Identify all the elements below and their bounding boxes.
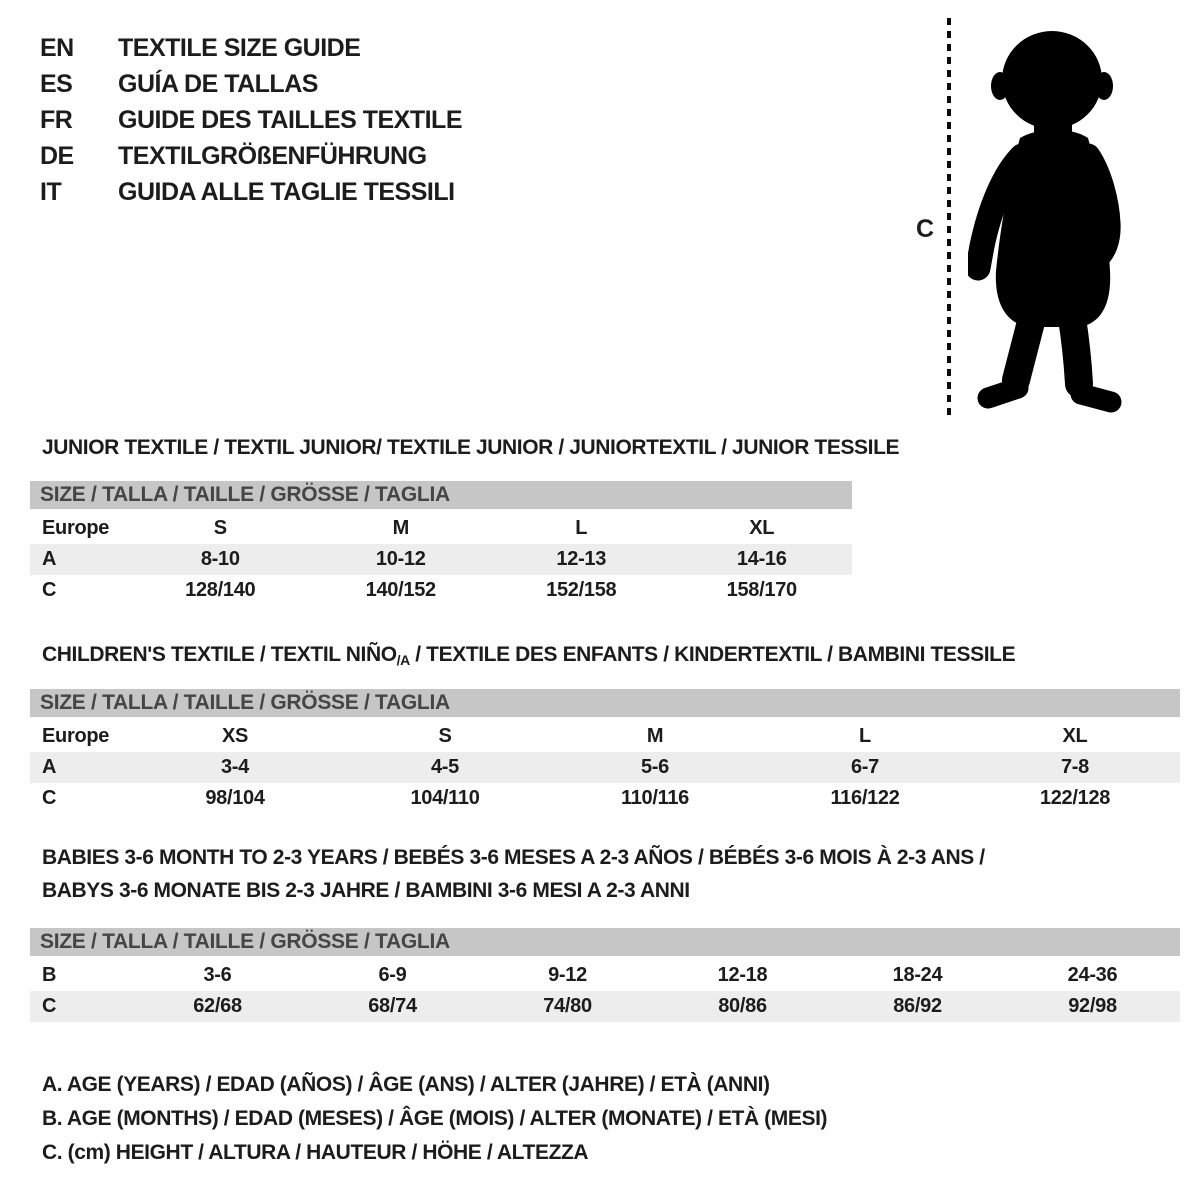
measure-c-label: C [916, 215, 934, 243]
table-cell: 158/170 [726, 579, 797, 601]
table-cell: 80/86 [718, 995, 767, 1017]
table-cell: S [213, 517, 227, 539]
table-cell: 24-36 [1067, 964, 1118, 986]
table-cell: M [646, 725, 664, 747]
junior-size-table [30, 481, 852, 606]
table-cell: L [859, 725, 871, 747]
children-title-pre: CHILDREN'S TEXTILE / TEXTIL NIÑO [42, 643, 397, 666]
children-section-title [42, 643, 1015, 668]
legend [42, 1068, 827, 1170]
table-cell: 14-16 [736, 548, 787, 570]
row-label: Europe [42, 725, 110, 747]
table-cell: 86/92 [893, 995, 942, 1017]
table-cell: 9-12 [548, 964, 587, 986]
table-cell: XL [749, 517, 775, 539]
row-label: C [42, 787, 57, 809]
table-cell: 3-4 [220, 756, 249, 778]
size-header-bar: SIZE / TALLA / TAILLE / GRÖSSE / TAGLIA [30, 689, 1180, 717]
legend-line-a: A. AGE (YEARS) / EDAD (AÑOS) / ÂGE (ANS) / ALTER (JAHRE) / ETÀ (ANNI) [42, 1073, 770, 1096]
table-row [30, 960, 1180, 991]
language-title: GUIDA ALLE TAGLIE TESSILI [118, 177, 455, 206]
babies-section-title-line1: BABIES 3-6 MONTH TO 2-3 YEARS / BEBÉS 3-6 MESES A 2-3 AÑOS / BÉBÉS 3-6 MOIS À 2-3 ANS / [42, 846, 985, 869]
size-header-bar: SIZE / TALLA / TAILLE / GRÖSSE / TAGLIA [30, 481, 852, 509]
children-size-table [30, 689, 1180, 814]
table-cell: 116/122 [830, 787, 900, 809]
table-row [30, 513, 852, 544]
row-label: A [42, 548, 57, 570]
table-cell: 6-9 [378, 964, 407, 986]
table-row [30, 991, 1180, 1022]
table-cell: 122/128 [1039, 787, 1111, 809]
language-title: GUIDE DES TAILLES TEXTILE [118, 105, 463, 134]
toddler-silhouette-icon [968, 16, 1138, 418]
babies-section-title-line2: BABYS 3-6 MONATE BIS 2-3 JAHRE / BAMBINI 3-6 MESI A 2-3 ANNI [42, 879, 690, 902]
height-measure-figure [0, 0, 1200, 430]
language-code: DE [40, 141, 74, 170]
table-cell: 8-10 [200, 548, 240, 570]
junior-table-rows [30, 513, 852, 606]
children-table-rows [30, 721, 1180, 814]
language-code: ES [40, 69, 73, 98]
babies-table-rows [30, 960, 1180, 1022]
row-label: C [42, 579, 57, 601]
table-row [30, 544, 852, 575]
table-cell: 5-6 [640, 756, 669, 778]
table-row [30, 575, 852, 606]
language-code: IT [40, 177, 62, 206]
table-cell: 7-8 [1060, 756, 1089, 778]
table-cell: 18-24 [892, 964, 943, 986]
children-title-sub: /A [396, 652, 410, 668]
row-label: B [42, 964, 57, 986]
table-cell: M [392, 517, 409, 539]
table-cell: 3-6 [203, 964, 232, 986]
table-row [30, 783, 1180, 814]
table-cell: S [438, 725, 452, 747]
row-label: Europe [42, 517, 110, 539]
language-title: TEXTILE SIZE GUIDE [118, 33, 361, 62]
table-cell: 140/152 [365, 579, 436, 601]
table-cell: 4-5 [430, 756, 459, 778]
table-cell: XS [221, 725, 249, 747]
table-cell: 92/98 [1068, 995, 1117, 1017]
table-cell: 10-12 [375, 548, 426, 570]
legend-line-c: C. (cm) HEIGHT / ALTURA / HAUTEUR / HÖHE / ALTEZZA [42, 1141, 589, 1164]
table-cell: 74/80 [543, 995, 592, 1017]
table-cell: 68/74 [368, 995, 417, 1017]
table-cell: 12-18 [717, 964, 768, 986]
table-cell: 62/68 [193, 995, 242, 1017]
table-cell: XL [1062, 725, 1088, 747]
babies-size-table [30, 928, 1180, 1022]
row-label: C [42, 995, 57, 1017]
table-cell: 6-7 [850, 756, 879, 778]
table-cell: 98/104 [205, 787, 265, 809]
table-cell: 152/158 [546, 579, 617, 601]
table-cell: 12-13 [556, 548, 607, 570]
row-label: A [42, 756, 57, 778]
legend-line-b: B. AGE (MONTHS) / EDAD (MESES) / ÂGE (MOIS) / ALTER (MONATE) / ETÀ (MESI) [42, 1107, 828, 1130]
table-row [30, 752, 1180, 783]
table-cell: 110/116 [621, 787, 689, 809]
junior-section-title: JUNIOR TEXTILE / TEXTIL JUNIOR/ TEXTILE JUNIOR / JUNIORTEXTIL / JUNIOR TESSILE [42, 436, 900, 459]
table-row [30, 721, 1180, 752]
size-header-bar: SIZE / TALLA / TAILLE / GRÖSSE / TAGLIA [30, 928, 1180, 956]
children-title-post: / TEXTILE DES ENFANTS / KINDERTEXTIL / BAMBINI TESSILE [409, 643, 1016, 666]
language-code: EN [40, 33, 74, 62]
language-title: GUÍA DE TALLAS [118, 69, 318, 98]
table-cell: 104/110 [410, 787, 480, 809]
language-code: FR [40, 105, 73, 134]
table-cell: L [575, 517, 588, 539]
height-dashed-line [947, 18, 951, 416]
language-title: TEXTILGRÖßENFÜHRUNG [118, 141, 427, 170]
table-cell: 128/140 [185, 579, 256, 601]
